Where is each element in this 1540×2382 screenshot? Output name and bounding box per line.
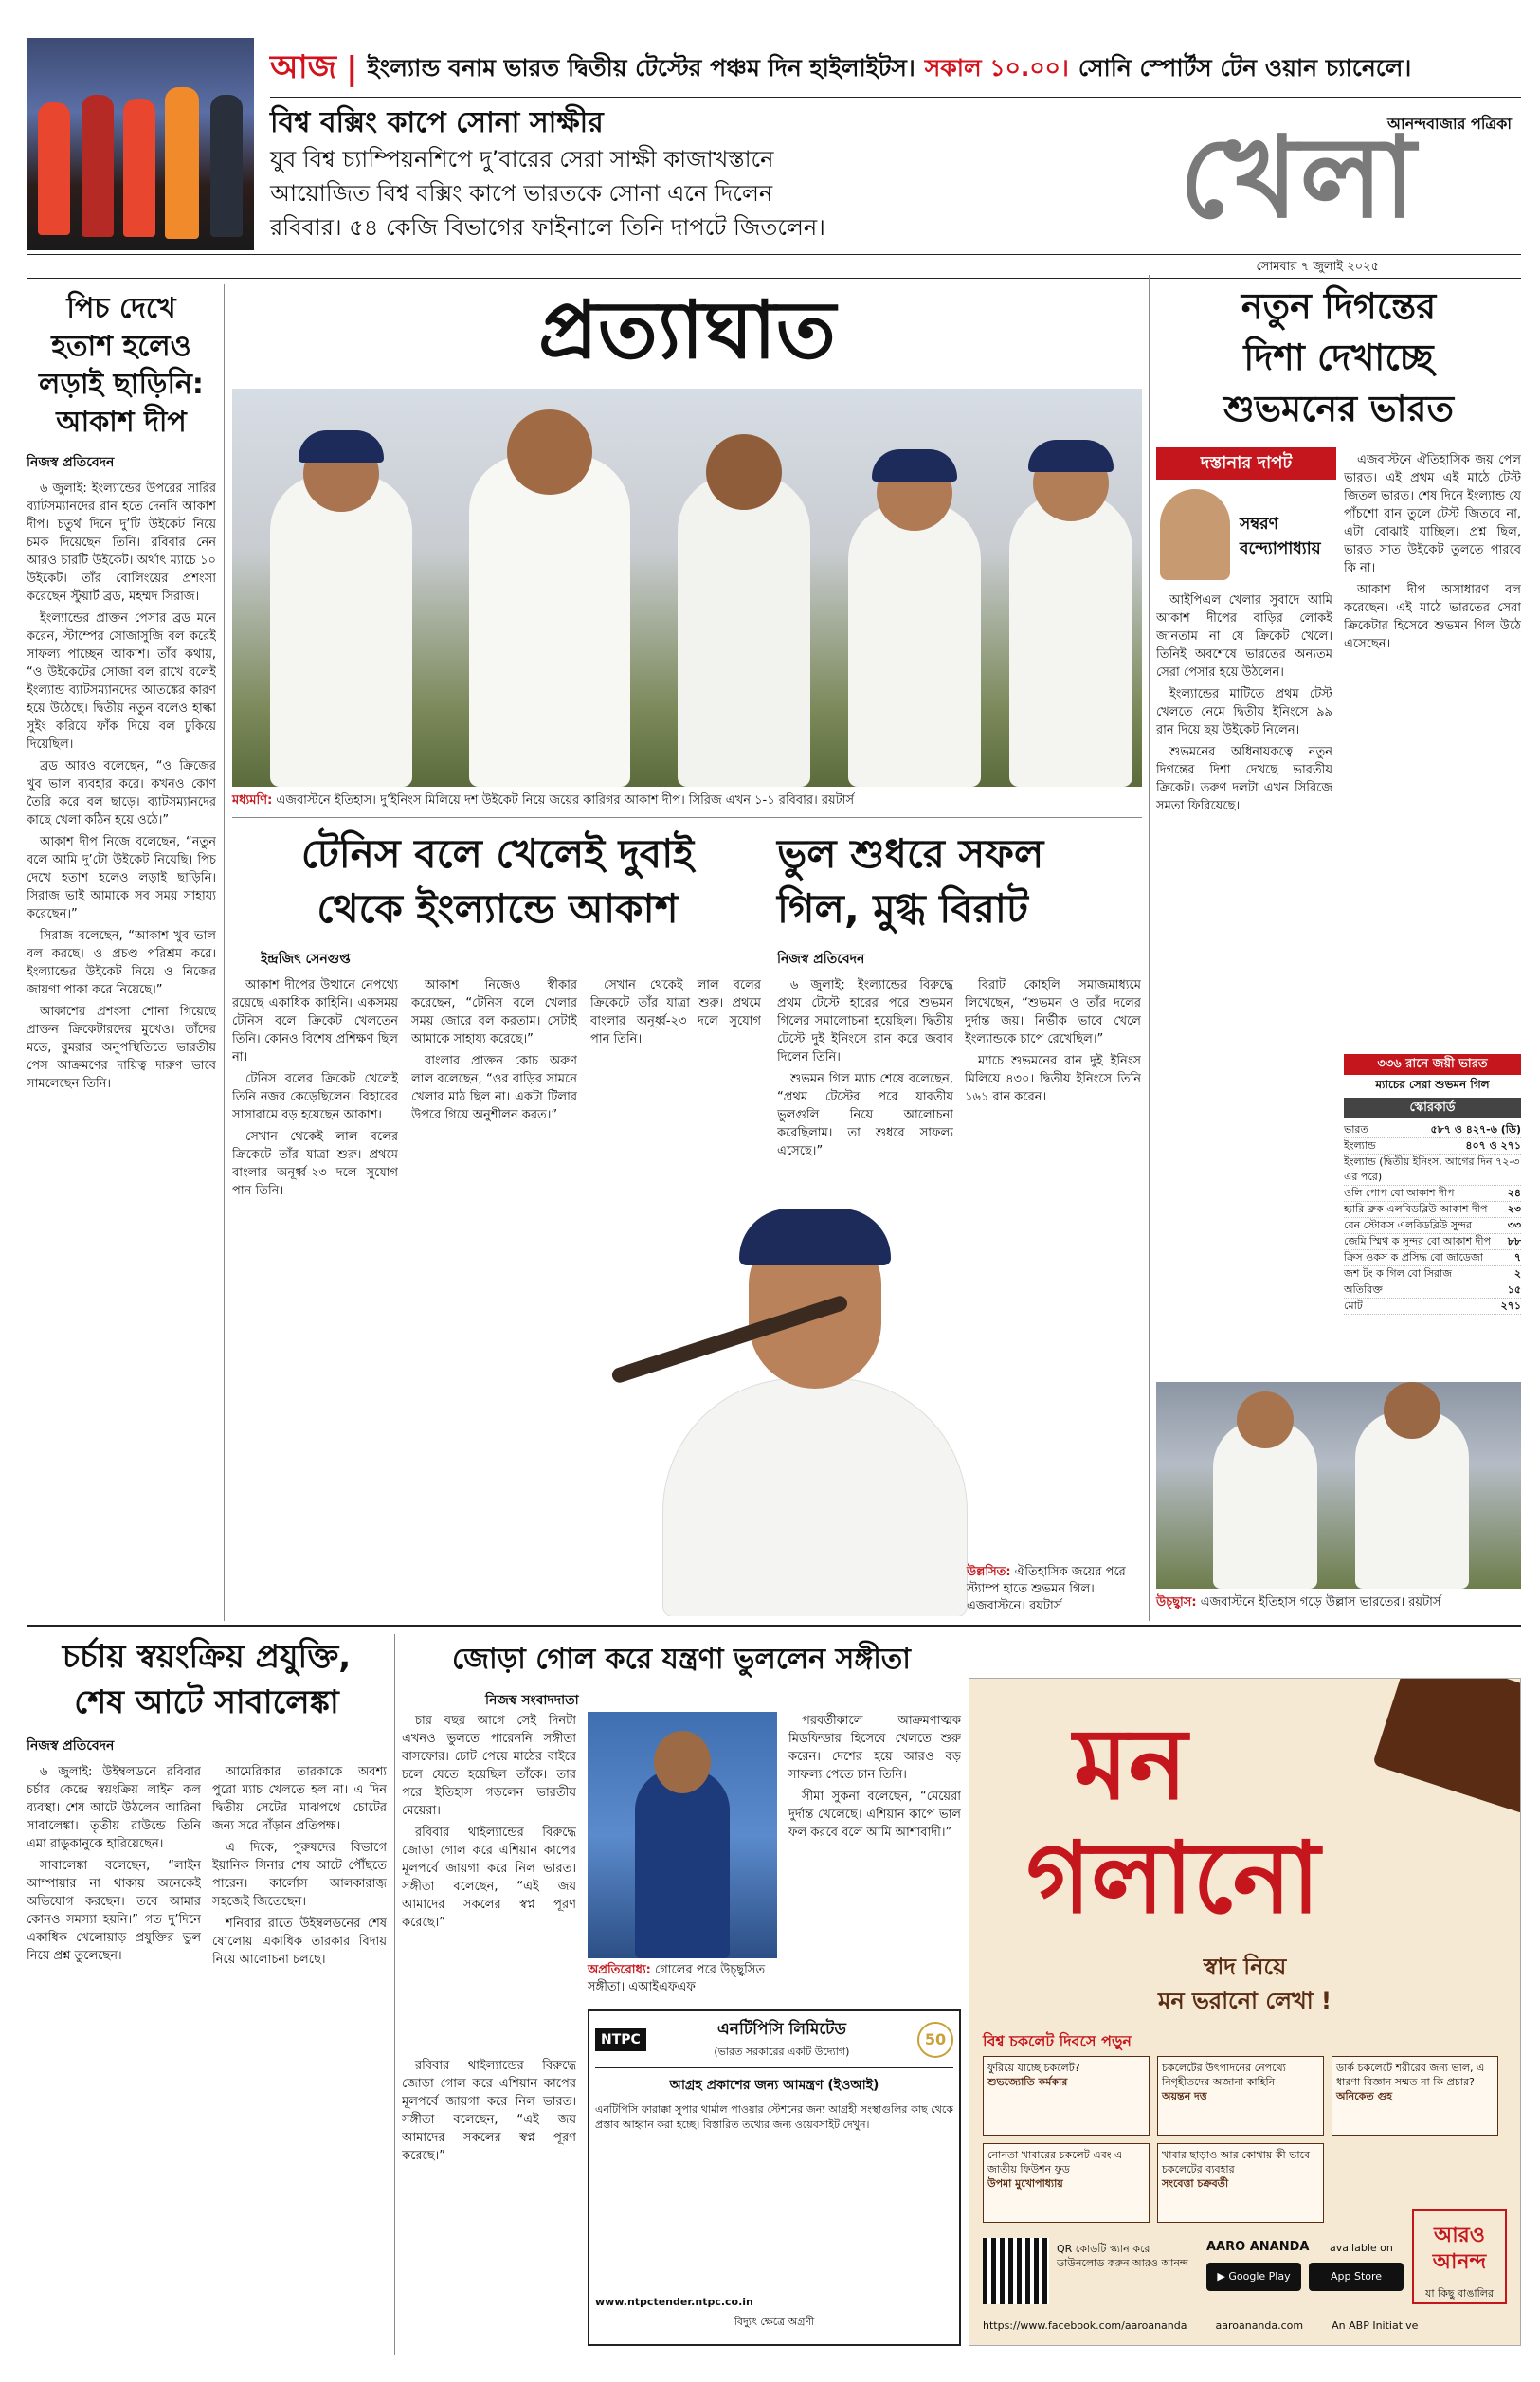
ad-qr-code (983, 2238, 1049, 2304)
scorecard-label: স্কোরকার্ড (1344, 1098, 1521, 1118)
bottom-mid-col-3: রবিবার থাইল্যান্ডের বিরুদ্ধে জোড়া গোল করে এশিয়ান কাপের মূলপর্বে জায়গা করে নিল ভারত। সঙ্গীতা বলেছেন, “এই জয় আমাদের সকলের স্বপ্ন পূরণ করেছে।” (402, 2059, 576, 2163)
gill-caption (967, 1564, 1142, 1615)
bottom-mid-byline: নিজস্ব সংবাদদাতা (485, 1693, 579, 1708)
ad-article-item (983, 2143, 1150, 2223)
tennis-headline: টেনিস বলে খেলেই দুবাই থেকে ইংল্যান্ডে আকাশ (300, 830, 695, 932)
chocolate-ad (969, 1678, 1521, 2346)
right-headline: নতুন দিগন্তের দিশা দেখাচ্ছে শুভমনের ভারত (1223, 285, 1454, 429)
gill-caption-label: উল্লসিত: (967, 1565, 1011, 1579)
app-store-badge[interactable]: App Store (1309, 2263, 1404, 2291)
scorecard-player: ইংল্যান্ড (দ্বিতীয় ইনিংস, আগের দিন ৭২-৩ এর পরে) (1344, 1155, 1520, 1183)
scorecard-player: ওলি পোপ বো আকাশ দীপ (1344, 1187, 1455, 1199)
ad-big-line-2: গলানো (1026, 1820, 1320, 1936)
scorecard-player: হ্যারি ব্রুক এলবিডব্লিউ আকাশ দীপ (1344, 1203, 1488, 1215)
scorecard-row (1344, 1299, 1521, 1315)
scorecard-player: ক্রিস ওকস ক প্রসিদ্ধ বো জাডেজা (1344, 1251, 1483, 1264)
scorecard-row (1344, 1202, 1521, 1218)
teaser-line-1: যুব বিশ্ব চ্যাম্পিয়নশিপে দু’বারের সেরা সাক্ষী কাজাখস্তানে (270, 146, 774, 173)
scorecard-player: জেমি স্মিথ ক সুন্দর বো আকাশ দীপ (1344, 1235, 1492, 1247)
ad-article-list (983, 2056, 1509, 2223)
gill-headline: ভুল শুধরে সফল গিল, মুগ্ধ বিরাট (777, 830, 1044, 932)
scorecard-player: জশ টং ক গিল বো সিরাজ (1344, 1267, 1453, 1280)
ad-article-title: নোনতা খাবারের চকলেট এবং এ জাতীয় ফিউশন ফুড (987, 2149, 1123, 2175)
ntpc-notice (588, 2009, 961, 2346)
ad-article-author: অয়ন্তন দত্ত (1162, 2090, 1207, 2102)
scorecard-runs: ২৪ (1507, 1187, 1521, 1199)
scorecard-row (1344, 1138, 1521, 1155)
ad-article-item (983, 2056, 1150, 2136)
teaser-headline: বিশ্ব বক্সিং কাপে সোনা সাক্ষীর (270, 106, 604, 139)
main-caption (232, 792, 1142, 809)
scorecard-row (1344, 1186, 1521, 1202)
left-body: ৬ জুলাই: ইংল্যান্ডের উপরের সারির ব্যাটসম্যানদের রান হতে দেননি আকাশ দীপ। চতুর্থ দিনে দু’টি উইকেট নিয়ে চমক দিয়েছেন তিনি। রবিবার নেন আরও চারটি উইকেট। অর্থাৎ ম্যাচে ১০ উইকেট। তাঁর বোলিংয়ের প্রশংসা করেছেন স্টুয়ার্ট ব্রড, মহম্মদ সিরাজ। ইংল্যান্ডের প্রাক্তন পেসার ব্রড মনে করেন, স্টাম্পের সোজাসুজি বল করেই সাফল্য পাচ্ছেন আকাশ। তাঁর কথায়, “ও উইকেটের সোজা বল রাখে বলেই ইংল্যান্ড ব্যাটসম্যানদের আতঙ্কের কারণ হয়ে উঠেছে। দ্বিতীয় নতুন বলেও হাল্কা সুইং করিয়ে ফাঁক দিয়ে বল ঢুকিয়ে দিয়েছিল। ব্রড আরও বলেছেন, “ও ক্রিজের খুব ভাল ব্যবহার করে। কখনও কোণ তৈরি করে বল ছাড়ে। ব্যাটসম্যানদের কাছে খেলা কঠিন হয়ে ওঠে।” আকাশ দীপ নিজে বলেছেন, “নতুন বলে আমি দু’টো উইকেট নিয়েছি। পিচ দেখে হতাশ হলেও লড়াই ছাড়িনি। সিরাজ ভাই আমাকে সব সময় সাহায্য করেছেন।” সিরাজ বলেছেন, “আকাশ খুব ভাল বল করছে। ও প্রচণ্ড পরিশ্রম করে। ইংল্যান্ডের উইকেট নিয়ে ও নিজের জায়গা পাকা করে নিয়েছে।” আকাশের প্রশংসা শোনা গিয়েছে প্রাক্তন ক্রিকেটারদের মুখেও। তাঁদের মতে, বুমরার অনুপস্থিতিতে ভারতীয় পেস আক্রমণের দায়িত্ব দারুণ ভাবে সামলেছেন তিনি। (27, 482, 216, 1091)
ad-tagline-2: মন ভরানো লেখা ! (1158, 1988, 1332, 2014)
scorecard-player: মোট (1344, 1300, 1363, 1312)
bottom-mid-col-1: চার বছর আগে সেই দিনটা এখনও ভুলতে পারেননি সঙ্গীতা বাসফোর। চোট পেয়ে মাঠের বাইরে চলে যেতে হয়েছিল তাঁকে। তার পরে ইতিহাস গড়লেন ভারতীয় মেয়েরা। রবিবার থাইল্যান্ডের বিরুদ্ধে জোড়া গোল করে এশিয়ান কাপের মূলপর্বে জায়গা করে নিল ভারত। সঙ্গীতা বলেছেন, “এই জয় আমাদের সকলের স্বপ্ন পূরণ করেছে।” (402, 1714, 576, 1930)
ad-brand-tag: যা কিছু বাঙালির (1425, 2287, 1494, 2300)
ntpc-title: এনটিপিসি লিমিটেড (716, 2020, 846, 2039)
ad-brand-box (1412, 2209, 1507, 2304)
ad-article-title: চকলেটের উৎপাদনের নেপথ্যে নিগৃহীতদের অজানা কাহিনি (1162, 2062, 1286, 2088)
ad-intro: বিশ্ব চকলেট দিবসে পড়ুন (983, 2032, 1132, 2050)
ad-app-note: available on (1330, 2242, 1393, 2254)
scorecard-sub: ম্যাচের সেরা শুভমন গিল (1375, 1078, 1490, 1091)
scorecard-row (1344, 1122, 1521, 1138)
masthead (1090, 102, 1521, 245)
column-label: দস্তানার দাপট (1156, 447, 1336, 480)
boxers-photo (27, 38, 254, 250)
teaser (270, 104, 1047, 245)
gill-story (777, 948, 1142, 1213)
celebration-caption (1156, 1594, 1521, 1611)
issue-date: সোমবার ৭ জুলাই ২০২৫ (1256, 260, 1379, 274)
scorecard-player: ইংল্যান্ড (1344, 1139, 1376, 1152)
scorecard-row (1344, 1250, 1521, 1266)
scorecard-row (1344, 1266, 1521, 1282)
celebration-caption-label: উচ্ছ্বাস: (1156, 1595, 1197, 1609)
ad-article-author: উপমা মুখোপাধ্যায় (987, 2177, 1063, 2190)
ad-article-item (1332, 2056, 1498, 2136)
ntpc-footer: বিদ্যুৎ ক্ষেত্রে অগ্রণী (734, 2316, 815, 2328)
teaser-line-3: রবিবার। ৫৪ কেজি বিভাগের ফাইনালে তিনি দাপটে জিতলেন। (270, 214, 825, 241)
scorecard-runs: ২৩ (1507, 1203, 1521, 1215)
ad-qr-note: QR কোডটি স্ক্যান করে ডাউনলোড করুন আরও আনন্দ (1057, 2243, 1188, 2269)
teaser-line-2: আয়োজিত বিশ্ব বক্সিং কাপে ভারতকে সোনা এনে দিলেন (270, 180, 773, 207)
sangita-caption-text: গোলের পরে উচ্ছ্বসিত সঙ্গীতা। এআইএফএফ (588, 1963, 766, 1994)
bottom-left-headline: চর্চায় স্বয়ংক্রিয় প্রযুক্তি, শেষ আটে সাবালেঙ্কা (62, 1638, 352, 1721)
ad-big-line-1: মন (1074, 1706, 1187, 1822)
tennis-col-2: আকাশ নিজেও স্বীকার করেছেন, “টেনিস বলে খেলার সময় জোরে বল করতাম। সেটাই আমাকে সাহায্য করেছে।” বাংলার প্রাক্তন কোচ অরুণ লাল বলেছেন, “ওর বাড়ির সামনে খেলার মাঠ ছিল না। একটা টিলার উপরে গিয়ে অনুশীলন করত।” (411, 978, 577, 1122)
celebration-photo (1156, 1382, 1521, 1589)
scorecard-row (1344, 1218, 1521, 1234)
author-avatar (1160, 489, 1230, 580)
bottom-mid-headline: জোড়া গোল করে যন্ত্রণা ভুললেন সঙ্গীতা (452, 1643, 911, 1676)
sangita-caption-label: অপ্রতিরোধ্য: (588, 1963, 651, 1977)
main-headline: প্রত্যাঘাত (538, 283, 836, 376)
main-caption-label: মধ্যমণি: (232, 793, 273, 808)
google-play-badge[interactable]: ▶ Google Play (1206, 2263, 1301, 2291)
gill-photo (607, 1180, 986, 1616)
left-byline: নিজস্ব প্রতিবেদন (27, 455, 115, 470)
ntpc-site: www.ntpctender.ntpc.co.in (595, 2296, 753, 2308)
tennis-byline: ইন্দ্রজিৎ সেনগুপ্ত (261, 952, 351, 967)
author-last-name: বন্দ্যোপাধ্যায় (1240, 539, 1321, 558)
today-text: ইংল্যান্ড বনাম ভারত দ্বিতীয় টেস্টের পঞ্চম দিন হাইলাইটস। (367, 53, 915, 82)
abp-initiative: An ABP Initiative (1332, 2319, 1419, 2332)
celebration-caption-text: এজবাস্টনে ইতিহাস গড়ে উল্লাস ভারতের। রয়টার্স (1200, 1595, 1441, 1609)
gill-col-1: ৬ জুলাই: ইংল্যান্ডের বিরুদ্ধে প্রথম টেস্টে হারের পরে শুভমন গিলের সমালোচনা হয়েছিল। দ্বিতীয় টেস্টে দুই ইনিংসে রান করে জবাব দিলেন তিনি। শুভমন গিল ম্যাচ শেষে বলেছেন, “প্রথম টেস্টের পরে যাবতীয় ভুলগুলি নিয়ে আলোচনা করেছিলাম। তা শুধরে সাফল্য এসেছে।” (777, 978, 953, 1158)
gill-caption-text: ঐতিহাসিক জয়ের পরে স্ট্যাম্প হাতে শুভমন গিল। এজবাস্টনে। রয়টার্স (967, 1565, 1126, 1613)
tennis-col-1: আকাশ দীপের উত্থানে নেপথ্যে রয়েছে একাধিক কাহিনি। একসময় টেনিস বলে ক্রিকেট খেলতেন তিনি। কোনও বিশেষ প্রশিক্ষণ ছিল না। টেনিস বলের ক্রিকেট খেলেই তিনি নজর কেড়েছিলেন। বিহারের সাসারামে বড় হয়েছেন আকাশ। সেখান থেকেই লাল বলের ক্রিকেটে তাঁর যাত্রা শুরু। প্রথমে বাংলার অনূর্ধ্ব-২৩ দলে সুযোগ পান তিনি। (232, 978, 398, 1198)
scorecard-row (1344, 1282, 1521, 1299)
scorecard-player: ভারত (1344, 1123, 1368, 1136)
bottom-left-col-1: ৬ জুলাই: উইম্বলডনে রবিবার চর্চার কেন্দ্রে স্বয়ংক্রিয় লাইন কল ব্যবস্থা। শেষ আটে উঠলেন আরিনা সাবালেঙ্কা। তৃতীয় রাউন্ডে তিনি এমা রাডুকানুকে হারিয়েছেন। সাবালেঙ্কা বলেছেন, “লাইন আম্পায়ার না থাকায় অনেকেই অভিযোগ করছেন। তবে আমার কোনও সমস্যা হয়নি।” গত দু’দিনে একাধিক খেলোয়াড় প্রযুক্তির ভুল নিয়ে প্রশ্ন তুলেছেন। (27, 1765, 201, 1963)
main-caption-text: এজবাস্টনে ইতিহাস। দু’ইনিংস মিলিয়ে দশ উইকেট নিয়ে জয়ের কারিগর আকাশ দীপ। সিরিজ এখন ১-১ রবিবার। রয়টার্স (276, 793, 855, 808)
website-link[interactable]: aaroananda.com (1215, 2319, 1304, 2332)
ad-footer (983, 2319, 1509, 2332)
tennis-col-3: সেখান থেকেই লাল বলের ক্রিকেটে তাঁর যাত্রা শুরু। প্রথমে বাংলার অনূর্ধ্ব-২৩ দলে সুযোগ পান তিনি। (590, 978, 761, 1046)
team-celebration-photo (232, 389, 1142, 787)
scorecard-runs: ৮৮ (1507, 1235, 1521, 1247)
ad-article-author: অনিকেত গুহ (1336, 2090, 1392, 2102)
ad-article-title: খাবার ছাড়াও আর কোথায় কী ভাবে চকলেটের ব্যবহার (1162, 2149, 1311, 2175)
ad-article-item (1157, 2056, 1324, 2136)
author-first-name: সম্বরণ (1240, 515, 1278, 534)
ad-article-author: শুভজ্যোতি কর্মকার (987, 2076, 1068, 2088)
scorecard-strip: ৩৩৬ রানে জয়ী ভারত (1344, 1054, 1521, 1075)
left-headline: পিচ দেখে হতাশ হলেও লড়াই ছাড়িনি: আকাশ দীপ (39, 292, 204, 439)
ad-tagline-1: স্বাদ নিয়ে (1203, 1954, 1287, 1980)
sangita-photo (588, 1712, 777, 1958)
scorecard-player: বেন স্টোকস এলবিডব্লিউ সুন্দর (1344, 1219, 1473, 1231)
today-bar: আজ | ইংল্যান্ড বনাম ভারত দ্বিতীয় টেস্টের পঞ্চম দিন হাইলাইটস। সকাল ১০.০০। সোনি স্পোর্টস টেন ওয়ান চ্যানেলে। (270, 44, 1521, 95)
today-channel: সোনি স্পোর্টস টেন ওয়ান চ্যানেলে। (1078, 53, 1412, 82)
scorecard-runs: ৫৮৭ ও ৪২৭-৬ (ডি) (1430, 1123, 1521, 1136)
bottom-left-byline: নিজস্ব প্রতিবেদন (27, 1738, 115, 1754)
ntpc-body: এনটিপিসি ফারাক্কা সুপার থার্মাল পাওয়ার স্টেশনের জন্য আগ্রহী সংস্থাগুলির কাছ থেকে প্রস্তাব আহ্বান করা হচ্ছে। বিস্তারিত তথ্যের জন্য ওয়েবসাইট দেখুন। (595, 2103, 953, 2131)
gill-col-2: বিরাট কোহলি সমাজমাধ্যমে লিখেছেন, “শুভমন ও তাঁর দলের দুর্দান্ত জয়। নির্ভীক ভাবে খেলে ইংল্যান্ডকে চাপে রেখেছিল।” ম্যাচে শুভমনের রান দুই ইনিংস মিলিয়ে ৪৩০। দ্বিতীয় ইনিংসে তিনি ১৬১ রান করেন। (965, 978, 1141, 1104)
bottom-mid-col-2: পরবর্তীকালে আক্রমণাত্মক মিডফিল্ডার হিসেবে খেলতে শুরু করেন। দেশের হয়ে আরও বড় সাফল্য পেতে চান তিনি। সীমা সুকনা বলেছেন, “মেয়েরা দুর্দান্ত খেলেছে। এশিয়ান কাপে ভাল ফল করবে বলে আমি আশাবাদী।” (788, 1714, 961, 1840)
ad-article-item (1157, 2143, 1324, 2223)
ntpc-logo: NTPC (595, 2028, 646, 2051)
bottom-left-story (27, 1735, 387, 2370)
ntpc-subtitle: (ভারত সরকারের একটি উদ্যোগ) (714, 2046, 850, 2058)
bottom-left-col-2: আমেরিকার তারকাকে অবশ্য পুরো ম্যাচ খেলতে হল না। এ দিন দ্বিতীয় সেটের মাঝপথে চোটের জন্য সরে দাঁড়ান প্রতিপক্ষ। এ দিকে, পুরুষদের বিভাগে ইয়ানিক সিনার শেষ আটে পৌঁছতে পারেন। কার্লোস আলকারাজ় সহজেই জিতেছেন। শনিবার রাতে উইম্বলডনের শেষ ষোলোয় একাধিক তারকার বিদায় নিয়ে আলোচনা চলছে। (212, 1765, 387, 1967)
masthead-title: খেলা (1179, 112, 1418, 243)
publisher-name: আনন্দবাজার পত্রিকা (1387, 115, 1512, 133)
chocolate-bar-graphic (1372, 1678, 1521, 1814)
scorecard-row (1344, 1234, 1521, 1250)
right-col-1: আইপিএল খেলার সুবাদে আমি আকাশ দীপের বাড়ির লোকই জানতাম না যে ক্রিকেট খেলে। তিনিই অবশেষে ভারতের অন্যতম সেরা পেসার হয়ে উঠলেন। ইংল্যান্ডের মাটিতে প্রথম টেস্ট খেলতে নেমে দ্বিতীয় ইনিংসে ৯৯ রান দিয়ে ছয় উইকেট নিলেন। শুভমনের অধিনায়কত্বে নতুন দিগন্তের দিশা দেখছে ভারতীয় ক্রিকেট। তরুণ দলটা এখন সিরিজে সমতা ফিরিয়েছে। (1156, 593, 1332, 813)
facebook-link[interactable]: https://www.facebook.com/aaroananda (983, 2319, 1187, 2332)
scorecard-runs: ৩৩ (1507, 1219, 1521, 1231)
left-story (27, 284, 216, 1630)
scorecard-runs: ২৭১ (1500, 1300, 1521, 1312)
sangita-caption (588, 1962, 777, 1996)
scorecard (1344, 1054, 1521, 1315)
scorecard-table (1344, 1122, 1521, 1315)
ntpc-heading: আগ্রহ প্রকাশের জন্য আমন্ত্রণ (ইওআই) (669, 2078, 879, 2093)
author-box (1156, 483, 1336, 588)
ntpc-anniversary: 50 (917, 2022, 953, 2058)
ad-article-title: ফুরিয়ে যাচ্ছে চকলেট? (987, 2062, 1080, 2074)
scorecard-runs: ৭ (1513, 1251, 1521, 1264)
ad-brand: আরও আনন্দ (1432, 2224, 1487, 2274)
scorecard-runs: ৪০৭ ও ২৭১ (1465, 1139, 1521, 1152)
scorecard-player: অতিরিক্ত (1344, 1283, 1383, 1296)
right-col-2: এজবাস্টনে ঐতিহাসিক জয় পেল ভারত। এই প্রথম এই মাঠে টেস্ট জিতল ভারত। শেষ দিনে ইংল্যান্ড যে পাঁচশো রান তুলে টেস্ট জিতবে না, এটা বোঝাই যাচ্ছিল। প্রশ্ন ছিল, ভারত সাত উইকেট তুলতে পারবে কি না। আকাশ দীপ অসাধারণ বল করেছেন। এই মাঠে ভারতের সেরা ক্রিকেটার হিসেবে শুভমন গিল উঠে এসেছেন। (1344, 453, 1521, 651)
scorecard-runs: ১৫ (1507, 1283, 1521, 1296)
scorecard-row (1344, 1155, 1521, 1186)
gill-byline: নিজস্ব প্রতিবেদন (777, 952, 865, 967)
today-label: আজ (270, 47, 337, 86)
ad-article-author: সংবেত্তা চক্রবর্তী (1162, 2177, 1229, 2190)
today-time: সকাল ১০.০০। (924, 53, 1069, 82)
scorecard-runs: ২ (1513, 1267, 1521, 1280)
ad-app-name: AARO ANANDA (1206, 2240, 1310, 2254)
ad-article-title: ডার্ক চকলেটে শরীরের জন্য ভাল, এ ধারণা বিজ্ঞান সম্মত না কি প্রচার? (1336, 2062, 1485, 2088)
